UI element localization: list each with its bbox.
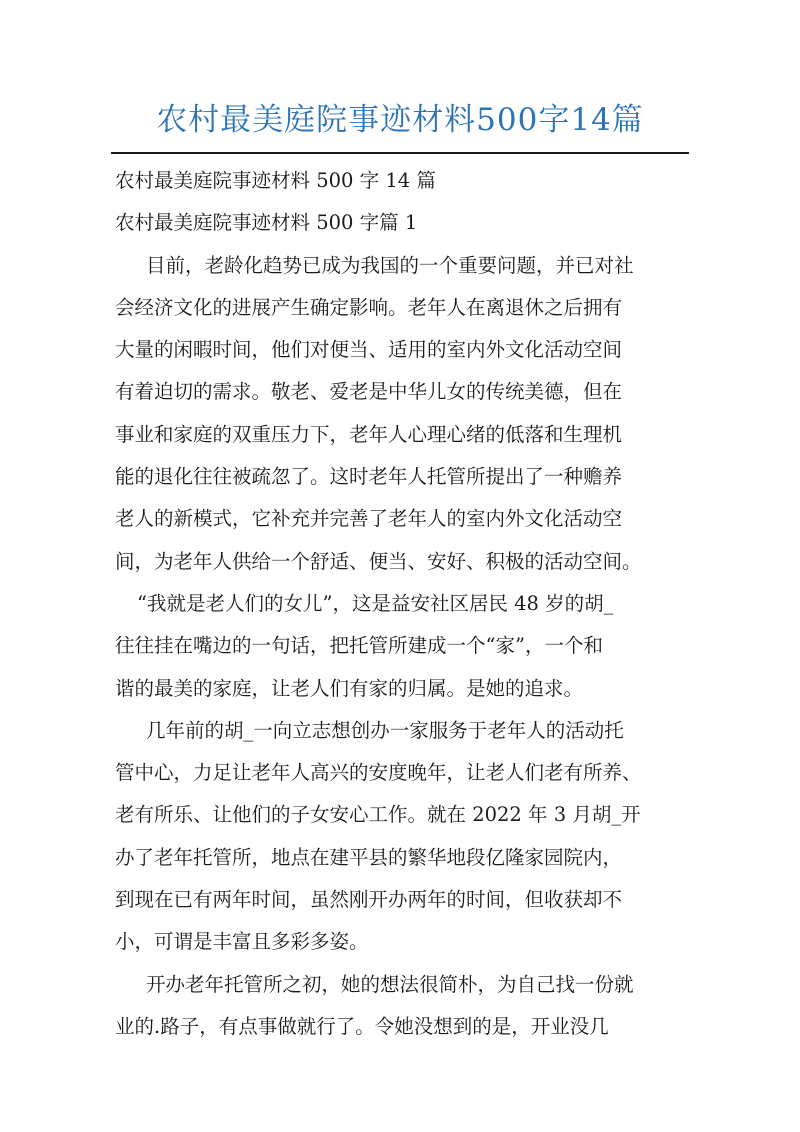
paragraph-line: 几年前的胡_一向立志想创办一家服务于老年人的活动托 [146, 718, 624, 742]
paragraph-line: 能的退化往往被疏忽了。这时老年人托管所提出了一种赡养 [115, 465, 623, 489]
paragraph-line: 目前，老龄化趋势已成为我国的一个重要问题，并已对社 [146, 253, 634, 277]
section-heading: 农村最美庭院事迹材料 500 字篇 1 [115, 211, 418, 235]
paragraph-line: 事业和家庭的双重压力下，老年人心理心绪的低落和生理机 [115, 422, 623, 446]
paragraph-line: “我就是老人们的女儿”，这是益安社区居民 48 岁的胡_ [137, 591, 614, 615]
paragraph-line: 业的.路子，有点事做就行了。令她没想到的是，开业没几 [115, 1014, 609, 1038]
document-body [115, 160, 687, 1048]
paragraph-line: 办了老年托管所，地点在建平县的繁华地段亿隆家园院内， [115, 845, 623, 869]
paragraph-line: 谐的最美的家庭，让老人们有家的归属。是她的追求。 [115, 676, 584, 700]
paragraph-line: 小，可谓是丰富且多彩多姿。 [115, 930, 369, 954]
paragraph-line: 会经济文化的进展产生确定影响。老年人在离退休之后拥有 [115, 295, 623, 319]
subtitle-line: 农村最美庭院事迹材料 500 字 14 篇 [115, 169, 436, 192]
title-divider [111, 152, 689, 154]
paragraph-line: 管中心，力足让老年人高兴的安度晚年，让老人们老有所养、 [115, 761, 642, 785]
paragraph-line: 有着迫切的需求。敬老、爱老是中华儿女的传统美德，但在 [115, 380, 623, 404]
document-title: 农村最美庭院事迹材料500字14篇 [156, 102, 644, 138]
paragraph-line: 到现在已有两年时间，虽然刚开办两年的时间，但收获却不 [115, 888, 623, 912]
paragraph-line: 老人的新模式，它补充并完善了老年人的室内外文化活动空 [115, 507, 623, 531]
paragraph-line: 开办老年托管所之初，她的想法很简朴，为自己找一份就 [146, 972, 634, 996]
paragraph-line: 老有所乐、让他们的子女安心工作。就在 2022 年 3 月胡_开 [115, 803, 641, 827]
paragraph-line: 往往挂在嘴边的一句话，把托管所建成一个“家”，一个和 [115, 634, 603, 658]
paragraph-line: 大量的闲暇时间，他们对便当、适用的室内外文化活动空间 [115, 338, 623, 362]
paragraph-line: 间，为老年人供给一个舒适、便当、安好、积极的活动空间。 [115, 549, 642, 573]
